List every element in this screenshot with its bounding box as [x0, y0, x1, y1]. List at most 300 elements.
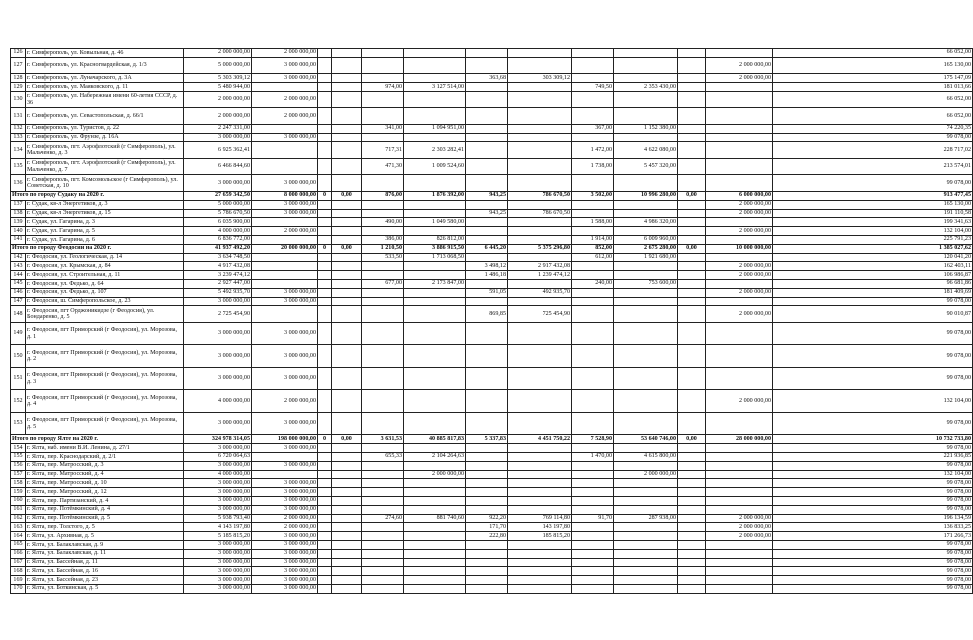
- table-row: [11, 57, 973, 74]
- value-cell-c8: 786 670,50: [508, 191, 572, 200]
- value-cell-c13: 120 041,20: [773, 253, 973, 262]
- table-row: [11, 218, 973, 227]
- value-cell-c9: [572, 200, 614, 209]
- value-cell-c6: [404, 209, 466, 218]
- value-cell-c5: [362, 288, 404, 297]
- value-cell-c9: [572, 390, 614, 413]
- value-cell-c8: 143 197,80: [508, 523, 572, 532]
- value-cell-c5: 386,00: [362, 235, 404, 244]
- value-cell-c13: 99 078,00: [773, 345, 973, 368]
- value-cell-c8: 303 309,12: [508, 74, 572, 83]
- value-cell-c11: [678, 412, 706, 435]
- value-cell-c6: [404, 306, 466, 323]
- value-cell-c13: 132 104,00: [773, 470, 973, 479]
- value-cell-c6: 1 713 068,50: [404, 253, 466, 262]
- value-cell-c4: [332, 584, 362, 593]
- value-cell-c11: 0,00: [678, 244, 706, 253]
- value-cell-c1: 27 659 342,50: [184, 191, 252, 200]
- value-cell-c6: 826 812,00: [404, 235, 466, 244]
- value-cell-c5: [362, 74, 404, 83]
- value-cell-c13: 106 986,87: [773, 271, 973, 280]
- value-cell-c3: [318, 175, 332, 192]
- value-cell-c8: [508, 124, 572, 133]
- table-row: [11, 271, 973, 280]
- value-cell-c13: 191 110,58: [773, 209, 973, 218]
- address-cell: г. Ялта, ул. Боткинская, д. 5: [26, 584, 184, 593]
- value-cell-c3: 0: [318, 244, 332, 253]
- value-cell-c3: [318, 576, 332, 585]
- value-cell-c5: 490,00: [362, 218, 404, 227]
- value-cell-c13: 225 791,23: [773, 235, 973, 244]
- value-cell-c9: [572, 496, 614, 505]
- row-number: 142: [11, 253, 26, 262]
- value-cell-c2: 3 000 000,00: [252, 549, 318, 558]
- value-cell-c10: 2 000 000,00: [614, 470, 678, 479]
- table-row: [11, 253, 973, 262]
- table-row: [11, 306, 973, 323]
- value-cell-c5: [362, 540, 404, 549]
- table-row: [11, 488, 973, 497]
- value-cell-c2: [252, 306, 318, 323]
- value-cell-c3: [318, 235, 332, 244]
- row-number: 139: [11, 218, 26, 227]
- value-cell-c12: [706, 133, 773, 142]
- value-cell-c13: 66 052,00: [773, 91, 973, 108]
- value-cell-c6: [404, 505, 466, 514]
- value-cell-c13: 99 078,00: [773, 322, 973, 345]
- value-cell-c10: [614, 271, 678, 280]
- value-cell-c10: [614, 227, 678, 236]
- value-cell-c7: [466, 279, 508, 288]
- value-cell-c12: [706, 253, 773, 262]
- value-cell-c7: [466, 584, 508, 593]
- value-cell-c6: 881 740,60: [404, 514, 466, 523]
- address-cell: г. Ялта, ул. Бассейная, д. 16: [26, 567, 184, 576]
- subtotal-label: Итого по городу Судаку на 2020 г.: [11, 191, 184, 200]
- value-cell-c6: 1 876 392,00: [404, 191, 466, 200]
- value-cell-c12: 2 000 000,00: [706, 57, 773, 74]
- value-cell-c12: [706, 461, 773, 470]
- value-cell-c12: [706, 108, 773, 125]
- value-cell-c12: 2 000 000,00: [706, 523, 773, 532]
- value-cell-c5: 533,50: [362, 253, 404, 262]
- address-cell: г. Ялта, пер. Потёмкинский, д. 4: [26, 505, 184, 514]
- value-cell-c9: [572, 523, 614, 532]
- address-cell: г. Феодосия, ул. Федько, д. 107: [26, 288, 184, 297]
- value-cell-c12: 2 000 000,00: [706, 262, 773, 271]
- row-number: 167: [11, 558, 26, 567]
- value-cell-c1: 3 000 000,00: [184, 322, 252, 345]
- value-cell-c3: [318, 288, 332, 297]
- value-cell-c7: [466, 49, 508, 58]
- value-cell-c11: [678, 549, 706, 558]
- value-cell-c8: [508, 505, 572, 514]
- value-cell-c5: 341,00: [362, 124, 404, 133]
- table-row: [11, 549, 973, 558]
- value-cell-c9: [572, 297, 614, 306]
- value-cell-c7: [466, 253, 508, 262]
- value-cell-c1: 3 000 000,00: [184, 505, 252, 514]
- value-cell-c2: 2 000 000,00: [252, 523, 318, 532]
- table-row: [11, 505, 973, 514]
- value-cell-c2: [252, 262, 318, 271]
- value-cell-c5: 1 210,50: [362, 244, 404, 253]
- value-cell-c11: [678, 479, 706, 488]
- row-number: 165: [11, 540, 26, 549]
- value-cell-c2: [252, 158, 318, 175]
- value-cell-c4: [332, 390, 362, 413]
- value-cell-c8: [508, 91, 572, 108]
- value-cell-c8: [508, 108, 572, 125]
- value-cell-c9: 91,70: [572, 514, 614, 523]
- value-cell-c10: [614, 288, 678, 297]
- row-number: 129: [11, 83, 26, 92]
- value-cell-c3: [318, 49, 332, 58]
- address-cell: г. Феодосия, пгт Приморский (г Феодосия), ул. Морозова, д. 3: [26, 367, 184, 390]
- value-cell-c10: [614, 367, 678, 390]
- value-cell-c3: [318, 74, 332, 83]
- value-cell-c8: [508, 142, 572, 159]
- value-cell-c5: [362, 479, 404, 488]
- value-cell-c6: [404, 367, 466, 390]
- value-cell-c13: 181 409,69: [773, 288, 973, 297]
- value-cell-c3: [318, 549, 332, 558]
- value-cell-c6: 3 127 514,00: [404, 83, 466, 92]
- value-cell-c1: 41 937 492,20: [184, 244, 252, 253]
- value-cell-c2: 3 000 000,00: [252, 558, 318, 567]
- value-cell-c6: [404, 57, 466, 74]
- value-cell-c3: [318, 584, 332, 593]
- value-cell-c12: [706, 124, 773, 133]
- value-cell-c1: 5 303 309,12: [184, 74, 252, 83]
- value-cell-c4: [332, 549, 362, 558]
- value-cell-c6: 40 885 817,83: [404, 435, 466, 444]
- value-cell-c10: [614, 74, 678, 83]
- value-cell-c5: [362, 297, 404, 306]
- value-cell-c8: [508, 200, 572, 209]
- value-cell-c1: 3 000 000,00: [184, 412, 252, 435]
- value-cell-c6: [404, 461, 466, 470]
- value-cell-c10: [614, 540, 678, 549]
- value-cell-c12: [706, 488, 773, 497]
- value-cell-c9: [572, 91, 614, 108]
- value-cell-c12: [706, 452, 773, 461]
- row-number: 168: [11, 567, 26, 576]
- value-cell-c12: 2 000 000,00: [706, 271, 773, 280]
- value-cell-c12: [706, 558, 773, 567]
- value-cell-c9: [572, 549, 614, 558]
- table-row: [11, 540, 973, 549]
- table-row: [11, 175, 973, 192]
- value-cell-c10: [614, 412, 678, 435]
- value-cell-c1: 3 000 000,00: [184, 549, 252, 558]
- value-cell-c9: 1 738,00: [572, 158, 614, 175]
- value-cell-c3: [318, 452, 332, 461]
- value-cell-c10: 4 615 800,00: [614, 452, 678, 461]
- value-cell-c4: [332, 488, 362, 497]
- row-number: 147: [11, 297, 26, 306]
- row-number: 135: [11, 158, 26, 175]
- value-cell-c8: [508, 158, 572, 175]
- value-cell-c5: [362, 108, 404, 125]
- value-cell-c10: 753 600,00: [614, 279, 678, 288]
- value-cell-c4: [332, 540, 362, 549]
- value-cell-c5: [362, 412, 404, 435]
- value-cell-c12: [706, 279, 773, 288]
- value-cell-c5: 655,33: [362, 452, 404, 461]
- value-cell-c1: 2 725 454,90: [184, 306, 252, 323]
- value-cell-c7: [466, 297, 508, 306]
- table-row: [11, 523, 973, 532]
- value-cell-c13: 99 078,00: [773, 444, 973, 453]
- value-cell-c2: [252, 279, 318, 288]
- value-cell-c8: [508, 461, 572, 470]
- value-cell-c5: [362, 57, 404, 74]
- value-cell-c1: 5 000 000,00: [184, 57, 252, 74]
- value-cell-c9: [572, 444, 614, 453]
- value-cell-c6: [404, 322, 466, 345]
- value-cell-c10: [614, 567, 678, 576]
- value-cell-c12: [706, 91, 773, 108]
- value-cell-c8: 769 114,80: [508, 514, 572, 523]
- value-cell-c4: [332, 271, 362, 280]
- value-cell-c2: 3 000 000,00: [252, 479, 318, 488]
- row-number: 143: [11, 262, 26, 271]
- value-cell-c1: 6 466 844,60: [184, 158, 252, 175]
- value-cell-c13: 228 717,02: [773, 142, 973, 159]
- value-cell-c8: [508, 488, 572, 497]
- value-cell-c7: [466, 57, 508, 74]
- value-cell-c6: [404, 262, 466, 271]
- value-cell-c11: 0,00: [678, 435, 706, 444]
- value-cell-c2: 3 000 000,00: [252, 288, 318, 297]
- value-cell-c5: [362, 505, 404, 514]
- table-row: [11, 49, 973, 58]
- value-cell-c4: [332, 209, 362, 218]
- value-cell-c11: [678, 124, 706, 133]
- value-cell-c6: [404, 108, 466, 125]
- value-cell-c5: [362, 227, 404, 236]
- value-cell-c1: 3 000 000,00: [184, 540, 252, 549]
- value-cell-c9: [572, 262, 614, 271]
- value-cell-c6: 3 886 915,50: [404, 244, 466, 253]
- address-cell: г. Феодосия, ул. Строительная, д. 11: [26, 271, 184, 280]
- value-cell-c3: [318, 390, 332, 413]
- value-cell-c5: [362, 444, 404, 453]
- value-cell-c13: 66 052,00: [773, 49, 973, 58]
- value-cell-c13: 99 078,00: [773, 479, 973, 488]
- value-cell-c13: 175 147,09: [773, 74, 973, 83]
- value-cell-c7: [466, 83, 508, 92]
- value-cell-c7: [466, 470, 508, 479]
- value-cell-c7: [466, 142, 508, 159]
- row-number: 133: [11, 133, 26, 142]
- value-cell-c9: [572, 584, 614, 593]
- address-cell: г. Феодосия, пгт Приморский (г Феодосия), ул. Морозова, д. 1: [26, 322, 184, 345]
- scanned-page: [10, 48, 971, 594]
- value-cell-c8: [508, 367, 572, 390]
- value-cell-c1: 6 925 362,41: [184, 142, 252, 159]
- value-cell-c6: [404, 549, 466, 558]
- value-cell-c5: 3 631,53: [362, 435, 404, 444]
- value-cell-c4: [332, 124, 362, 133]
- value-cell-c4: [332, 57, 362, 74]
- value-cell-c11: [678, 279, 706, 288]
- value-cell-c5: 974,00: [362, 83, 404, 92]
- value-cell-c2: [252, 124, 318, 133]
- value-cell-c4: [332, 108, 362, 125]
- value-cell-c10: [614, 488, 678, 497]
- value-cell-c12: [706, 367, 773, 390]
- address-cell: г. Симферополь, ул. Севастопольская, д. 66/1: [26, 108, 184, 125]
- value-cell-c9: [572, 322, 614, 345]
- value-cell-c12: 2 000 000,00: [706, 390, 773, 413]
- value-cell-c13: 99 078,00: [773, 412, 973, 435]
- value-cell-c7: [466, 235, 508, 244]
- value-cell-c5: [362, 200, 404, 209]
- value-cell-c13: 96 681,86: [773, 279, 973, 288]
- value-cell-c2: 3 000 000,00: [252, 540, 318, 549]
- value-cell-c12: [706, 584, 773, 593]
- address-cell: г. Феодосия, ул. Крымская, д. 84: [26, 262, 184, 271]
- value-cell-c11: [678, 288, 706, 297]
- value-cell-c12: 2 000 000,00: [706, 532, 773, 541]
- value-cell-c9: 7 528,90: [572, 435, 614, 444]
- value-cell-c2: [252, 235, 318, 244]
- value-cell-c13: 99 078,00: [773, 576, 973, 585]
- value-cell-c3: [318, 532, 332, 541]
- value-cell-c3: [318, 262, 332, 271]
- value-cell-c11: [678, 271, 706, 280]
- value-cell-c12: [706, 470, 773, 479]
- value-cell-c11: [678, 523, 706, 532]
- value-cell-c8: [508, 470, 572, 479]
- value-cell-c1: 3 000 000,00: [184, 367, 252, 390]
- value-cell-c8: 4 451 750,22: [508, 435, 572, 444]
- value-cell-c6: [404, 227, 466, 236]
- row-number: 150: [11, 345, 26, 368]
- value-cell-c9: [572, 306, 614, 323]
- address-cell: г. Феодосия, пгт Орджоникидзе (г Феодосия), ул. Бондаренко, д. 5: [26, 306, 184, 323]
- address-cell: г. Симферополь, ул. Красногвардейская, д. 1/3: [26, 57, 184, 74]
- value-cell-c3: [318, 91, 332, 108]
- value-cell-c13: 90 010,87: [773, 306, 973, 323]
- value-cell-c4: 0,00: [332, 244, 362, 253]
- table-row: [11, 142, 973, 159]
- value-cell-c1: 5 000 000,00: [184, 200, 252, 209]
- value-cell-c5: [362, 584, 404, 593]
- value-cell-c4: [332, 496, 362, 505]
- table-row: [11, 209, 973, 218]
- row-number: 160: [11, 496, 26, 505]
- value-cell-c7: [466, 576, 508, 585]
- value-cell-c2: 3 000 000,00: [252, 209, 318, 218]
- row-number: 141: [11, 235, 26, 244]
- value-cell-c6: 2 303 282,41: [404, 142, 466, 159]
- value-cell-c11: [678, 83, 706, 92]
- value-cell-c1: 5 480 944,00: [184, 83, 252, 92]
- value-cell-c13: 99 078,00: [773, 567, 973, 576]
- value-cell-c4: [332, 452, 362, 461]
- value-cell-c10: [614, 523, 678, 532]
- value-cell-c1: 5 185 815,20: [184, 532, 252, 541]
- value-cell-c13: 10 732 733,80: [773, 435, 973, 444]
- value-cell-c6: 2 173 847,00: [404, 279, 466, 288]
- value-cell-c11: [678, 444, 706, 453]
- value-cell-c6: 2 104 264,63: [404, 452, 466, 461]
- address-cell: г. Ялта, пер. Матросский, д. 4: [26, 470, 184, 479]
- value-cell-c1: 3 000 000,00: [184, 567, 252, 576]
- value-cell-c7: 1 486,18: [466, 271, 508, 280]
- value-cell-c2: [252, 83, 318, 92]
- value-cell-c2: 3 000 000,00: [252, 175, 318, 192]
- value-cell-c9: [572, 470, 614, 479]
- value-cell-c1: 6 836 772,00: [184, 235, 252, 244]
- value-cell-c6: [404, 540, 466, 549]
- value-cell-c10: [614, 444, 678, 453]
- value-cell-c8: [508, 57, 572, 74]
- table-row: [11, 576, 973, 585]
- value-cell-c1: 5 786 670,50: [184, 209, 252, 218]
- value-cell-c2: 3 000 000,00: [252, 444, 318, 453]
- row-number: 148: [11, 306, 26, 323]
- value-cell-c1: 3 000 000,00: [184, 488, 252, 497]
- value-cell-c11: [678, 470, 706, 479]
- value-cell-c9: 240,00: [572, 279, 614, 288]
- value-cell-c2: 2 000 000,00: [252, 91, 318, 108]
- value-cell-c11: [678, 142, 706, 159]
- value-cell-c13: 99 078,00: [773, 297, 973, 306]
- value-cell-c11: [678, 218, 706, 227]
- value-cell-c10: [614, 49, 678, 58]
- value-cell-c9: [572, 532, 614, 541]
- table-row: [11, 496, 973, 505]
- value-cell-c13: 99 078,00: [773, 461, 973, 470]
- value-cell-c9: 749,50: [572, 83, 614, 92]
- value-cell-c9: 1 470,00: [572, 452, 614, 461]
- value-cell-c11: [678, 262, 706, 271]
- value-cell-c10: [614, 306, 678, 323]
- subtotal-row: [11, 191, 973, 200]
- value-cell-c4: [332, 200, 362, 209]
- value-cell-c9: [572, 345, 614, 368]
- value-cell-c3: [318, 218, 332, 227]
- value-cell-c10: [614, 200, 678, 209]
- address-cell: г. Феодосия, ул. Геологическая, д. 14: [26, 253, 184, 262]
- value-cell-c5: [362, 496, 404, 505]
- row-number: 153: [11, 412, 26, 435]
- value-cell-c3: [318, 367, 332, 390]
- value-cell-c6: 1 094 951,00: [404, 124, 466, 133]
- value-cell-c13: 165 130,00: [773, 200, 973, 209]
- value-cell-c7: [466, 461, 508, 470]
- value-cell-c7: [466, 496, 508, 505]
- value-cell-c9: 367,00: [572, 124, 614, 133]
- value-cell-c7: 6 445,20: [466, 244, 508, 253]
- value-cell-c8: 786 670,50: [508, 209, 572, 218]
- value-cell-c9: [572, 558, 614, 567]
- value-cell-c4: [332, 262, 362, 271]
- value-cell-c3: [318, 496, 332, 505]
- value-cell-c9: [572, 367, 614, 390]
- value-cell-c11: [678, 576, 706, 585]
- address-cell: г. Ялта, ул. Архивная, д. 5: [26, 532, 184, 541]
- table-row: [11, 444, 973, 453]
- value-cell-c4: [332, 235, 362, 244]
- value-cell-c2: 3 000 000,00: [252, 567, 318, 576]
- value-cell-c6: [404, 297, 466, 306]
- value-cell-c10: 53 640 746,00: [614, 435, 678, 444]
